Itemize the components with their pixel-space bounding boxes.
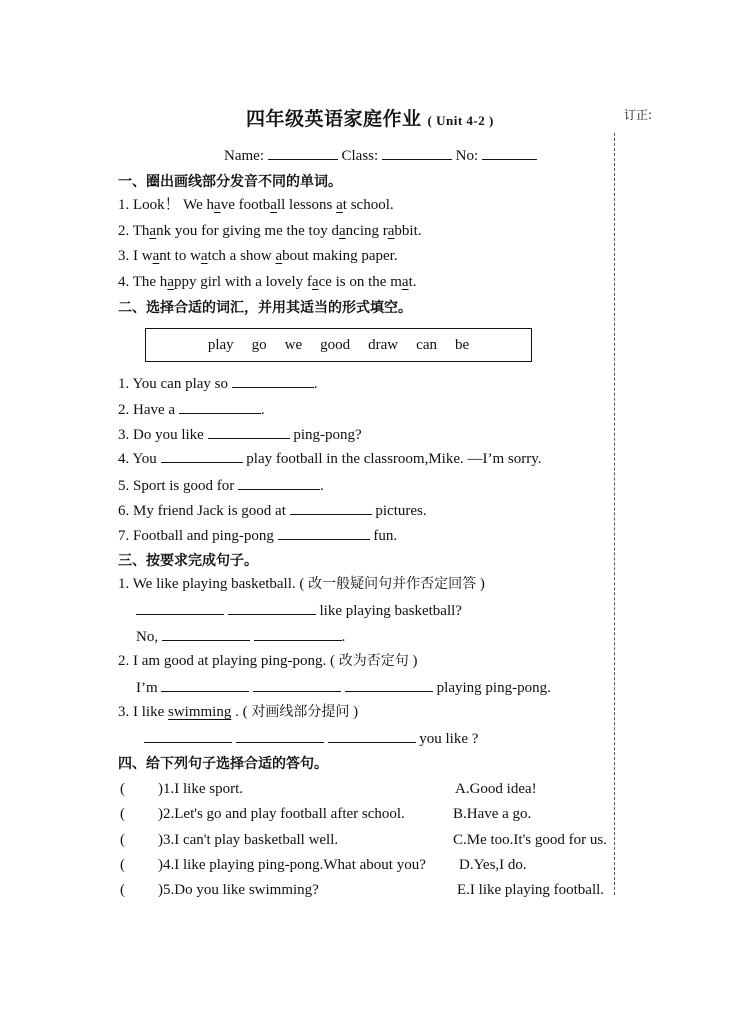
answer-blank[interactable] [345,678,433,692]
section1-item [118,222,422,240]
answer-blank[interactable] [228,601,316,615]
sentence-text: bbit. [394,222,422,239]
answer-blank[interactable] [162,627,250,641]
word-bank-word: draw [368,336,399,353]
answer-blank[interactable] [328,729,416,743]
answer-paren-close: ) [158,882,163,899]
question-text [158,780,243,798]
question-text [158,856,426,874]
name-label: Name: [224,148,264,164]
sentence-text: 2. Have a [118,402,179,418]
question-label: 4.I like playing ping-pong.What about you? [163,856,426,873]
s3-q1-answer2: No, . [136,629,346,645]
sentence-text: 3. Do you like [118,427,208,443]
match-row [120,780,440,798]
underlined-letter: a [338,222,346,239]
sentence-text: 4. The h [118,273,168,290]
s3-q2-answer: I’m playing ping-pong. [136,680,551,696]
sentence-text: fun. [369,528,398,544]
match-row [120,805,440,823]
word-bank-word: go [251,336,267,353]
page-title [246,104,494,131]
underlined-letter: a [275,248,283,264]
fill-blank[interactable] [161,449,243,463]
underlined-letter: a [311,273,319,290]
sentence-text: . [260,402,265,418]
question-text [158,881,319,899]
section2-item [118,425,362,444]
sentence-text: 5. Sport is good for [118,478,238,494]
question-label: 2.Let's go and play football after school. [163,806,405,823]
sentence-text: ncing r [345,222,388,239]
fill-blank[interactable] [208,425,290,439]
answer-option: D.Yes,I do. [459,856,527,873]
fill-blank[interactable] [179,400,261,414]
answer-option: B.Have a go. [453,806,532,823]
sentence-text: 2. Th [118,222,150,239]
sentence-text: 3. I w [118,248,153,264]
no-label: No: [455,148,479,164]
underlined-letter: a [401,273,409,290]
section2-item [118,501,427,520]
word-bank-word: can [416,336,437,353]
s3-q1-answer1: like playing basketball? [136,601,462,620]
unit-label: ( Unit 4-2 ) [427,113,494,128]
sentence-text: bout making paper. [282,248,398,264]
underlined-letter: a [270,197,277,213]
section2-item [118,476,324,495]
sentence-text: pictures. [371,503,427,519]
section3-heading: 三、按要求完成句子。 [118,553,258,569]
section1-heading: 一、圈出画线部分发音不同的单词。 [118,174,342,190]
sentence-text: 6. My friend Jack is good at [118,503,290,519]
s3-q1: 1. We like playing basketball. ( 改一般疑问句并作否定回答 ) [118,576,485,592]
answer-option: C.Me too.It's good for us. [453,831,607,848]
no-field[interactable] [482,146,537,160]
class-label: Class: [341,148,379,164]
section2-item [118,374,318,393]
answer-blank[interactable] [136,601,224,615]
match-row [120,856,440,874]
sentence-text: ce is on the m [318,273,402,290]
section2-heading: 二、选择合适的词汇，并用其适当的形式填空。 [118,300,412,316]
underlined-letter: a [387,222,395,239]
sentence-text: 1. Look！ We h [118,197,215,213]
title-text: 四年级英语家庭作业 [246,108,422,130]
section2-item [118,400,265,419]
sentence-text: t. [408,273,417,290]
section2-item [118,526,397,545]
underlined-letter: a [214,197,221,213]
sentence-text: tch a show [207,248,276,264]
s3-q2: 2. I am good at playing ping-pong. ( 改为否定句 ) [118,653,418,669]
sentence-text: . [320,478,324,494]
section2-item [118,449,542,468]
match-row [120,881,440,899]
word-bank-word: play [207,336,234,353]
question-label: 3.I can't play basketball well. [163,831,339,848]
sentence-text: 7. Football and ping-pong [118,528,278,544]
sentence-text: ll lessons [276,197,337,213]
word-bank-word: good [320,336,351,353]
answer-blank[interactable] [236,729,324,743]
word-bank-box [145,328,532,362]
sentence-text: ping-pong? [289,427,362,443]
sentence-text: t school. [342,197,394,213]
underlined-letter: a [336,197,343,213]
s3-q3-answer: you like ? [144,729,478,748]
section1-item [118,273,416,291]
underlined-letter: a [200,248,208,264]
section1-item [118,196,394,214]
sentence-text: play football in the classroom,Mike. —I’m sorry. [242,451,542,467]
sentence-text: 4. You [118,451,161,467]
sentence-text: nt to w [159,248,201,264]
answer-blank[interactable] [253,678,341,692]
answer-blank[interactable] [254,627,342,641]
answer-paren-close: ) [158,831,163,848]
answer-paren-open[interactable]: ( [120,882,125,899]
word-bank-word: be [454,336,470,353]
answer-blank[interactable] [161,678,249,692]
underlined-letter: a [167,273,174,290]
answer-paren-open[interactable]: ( [120,806,125,823]
fill-blank[interactable] [232,374,314,388]
s3-q3: 3. I like swimming . ( 对画线部分提问 ) [118,704,359,720]
underlined-letter: a [149,222,157,239]
answer-paren-close: ) [158,781,163,797]
section4-heading: 四、给下列句子选择合适的答句。 [118,756,328,772]
question-label: 5.Do you like swimming? [163,882,319,899]
sentence-text: 1. You can play so [118,376,232,392]
answer-paren-open[interactable]: ( [120,856,125,873]
sentence-text: ve footb [220,197,271,213]
name-field[interactable] [268,146,338,160]
answer-paren-close: ) [158,856,163,873]
question-label: 1.I like sport. [163,781,243,797]
answer-option: E.I like playing football. [457,882,605,899]
fill-blank[interactable] [290,501,372,515]
sentence-text: ppy girl with a lovely f [173,273,312,290]
sentence-text: . [313,376,318,392]
question-text [158,831,338,849]
answer-paren-open[interactable]: ( [120,781,125,797]
correction-divider [614,133,615,895]
class-field[interactable] [382,146,452,160]
question-text [158,805,405,823]
underlined-letter: a [152,248,160,264]
correction-label: 订正: [624,108,653,122]
student-info-line [224,146,537,165]
answer-paren-open[interactable]: ( [120,831,125,848]
match-row [120,831,440,849]
sentence-text: nk you for giving me the toy d [156,222,339,239]
answer-blank[interactable] [144,729,232,743]
word-bank-word: we [284,336,303,353]
fill-blank[interactable] [238,476,320,490]
answer-paren-close: ) [158,806,163,823]
answer-option: A.Good idea! [455,781,537,797]
fill-blank[interactable] [278,526,370,540]
section1-item [118,247,398,265]
